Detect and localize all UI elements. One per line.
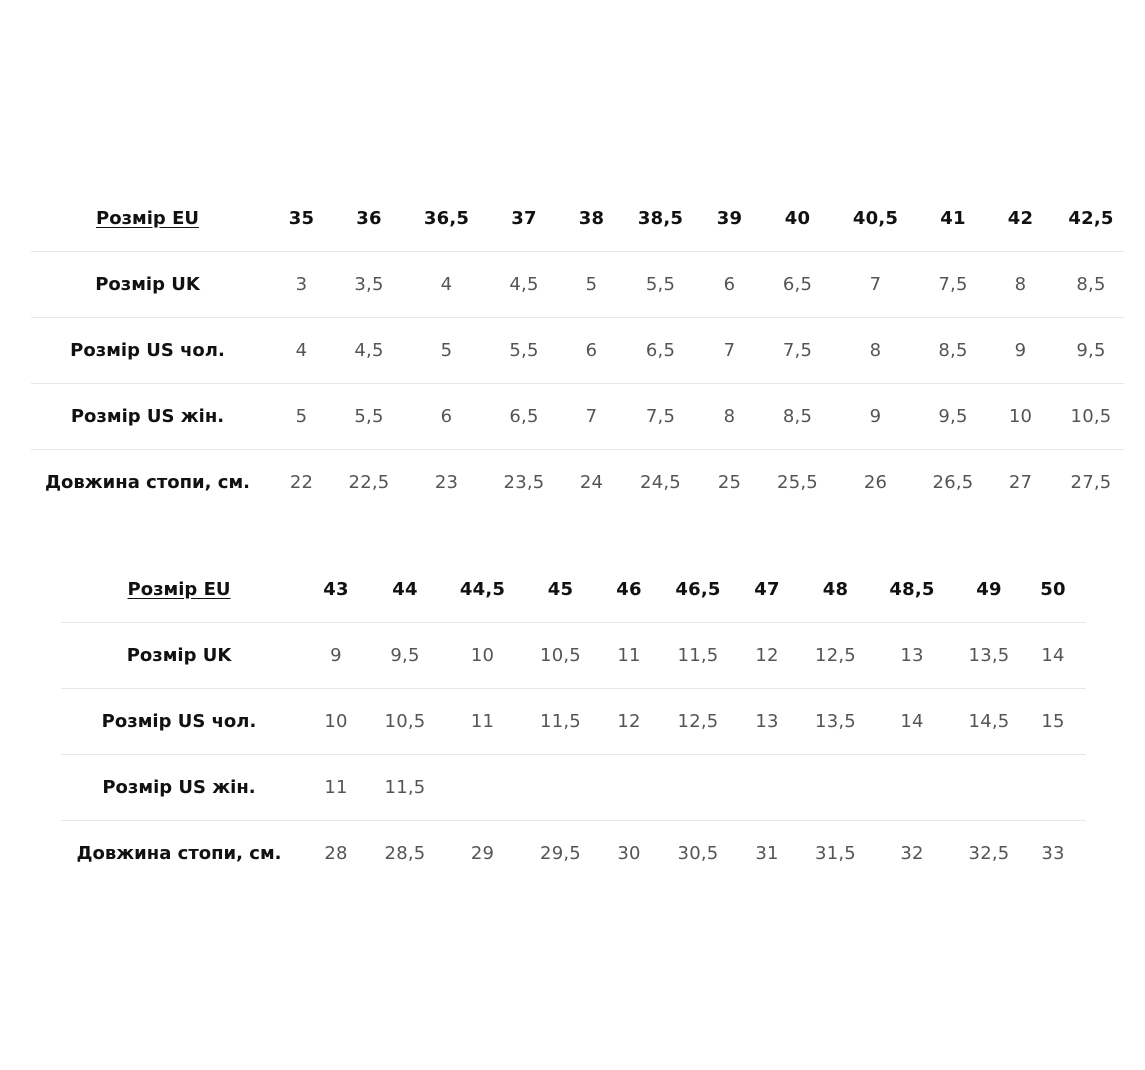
size-cell: 8,5 [1058, 252, 1124, 318]
row-label [31, 450, 264, 516]
size-cell: 44,5 [459, 579, 506, 600]
size-cell: 11,5 [375, 755, 435, 821]
size-cell: 24 [554, 450, 629, 516]
size-cell: 3 [264, 252, 339, 318]
size-cell: 48,5 [889, 579, 935, 600]
row-eu-size [61, 557, 1086, 623]
size-cell: 11 [435, 689, 530, 755]
size-cell: 9,5 [1058, 318, 1124, 384]
row-label-text: Розмір EU [127, 579, 231, 600]
size-cell: 5,5 [494, 318, 554, 384]
size-cell: 33 [1020, 821, 1086, 887]
size-cell [805, 755, 866, 821]
row-foot-length [61, 821, 1086, 887]
row-label [31, 252, 264, 318]
size-cell: 27 [983, 450, 1058, 516]
row-uk-size [31, 252, 1124, 318]
size-cell: 40 [784, 208, 811, 229]
size-cell: 37 [511, 208, 537, 229]
row-label-text: Розмір EU [96, 208, 199, 229]
size-cell: 14 [1020, 623, 1086, 689]
size-cell: 7 [828, 252, 923, 318]
size-cell: 9 [983, 318, 1058, 384]
size-cell: 13 [866, 623, 958, 689]
size-cell: 14 [866, 689, 958, 755]
size-cell: 41 [940, 208, 966, 229]
size-cell: 28 [297, 821, 375, 887]
size-cell: 7 [554, 384, 629, 450]
row-us-men-size [31, 318, 1124, 384]
size-cell: 30,5 [667, 821, 729, 887]
row-label-text: Розмір US жін. [70, 406, 225, 427]
size-cell: 29 [435, 821, 530, 887]
size-cell: 12,5 [667, 689, 729, 755]
size-cell: 31 [729, 821, 805, 887]
row-us-women-size [31, 384, 1124, 450]
size-cell: 4 [399, 252, 494, 318]
size-cell: 6,5 [767, 252, 828, 318]
row-us-women-size [61, 755, 1086, 821]
size-cell: 10,5 [1058, 384, 1124, 450]
size-cell: 45 [547, 579, 574, 600]
row-label [61, 557, 297, 623]
size-cell: 5 [399, 318, 494, 384]
size-cell: 13,5 [805, 689, 866, 755]
size-cell: 7 [692, 318, 767, 384]
size-cell: 10 [983, 384, 1058, 450]
size-cell [729, 755, 805, 821]
row-label-text: Розмір US чол. [70, 340, 225, 361]
row-label-text: Довжина стопи, см. [76, 843, 282, 864]
size-cell: 38 [578, 208, 605, 229]
row-label-text: Довжина стопи, см. [44, 472, 250, 493]
size-cell [866, 755, 958, 821]
size-cell: 24,5 [629, 450, 692, 516]
size-cell: 48 [822, 579, 849, 600]
size-table-eu-43-50 [61, 557, 1086, 886]
size-cell: 23 [399, 450, 494, 516]
size-cell: 11 [297, 755, 375, 821]
size-cell: 22,5 [339, 450, 399, 516]
size-cell: 9 [297, 623, 375, 689]
size-cell: 25,5 [767, 450, 828, 516]
size-cell: 26 [828, 450, 923, 516]
size-cell: 44 [392, 579, 418, 600]
size-cell: 6,5 [629, 318, 692, 384]
size-cell: 38,5 [637, 208, 684, 229]
size-cell: 10,5 [530, 623, 591, 689]
size-cell: 30 [591, 821, 667, 887]
size-cell: 43 [323, 579, 349, 600]
size-cell: 5,5 [629, 252, 692, 318]
size-cell: 46,5 [675, 579, 721, 600]
size-cell: 12,5 [805, 623, 866, 689]
size-cell: 5 [264, 384, 339, 450]
size-cell: 11 [591, 623, 667, 689]
size-cell: 4,5 [494, 252, 554, 318]
size-cell: 35 [288, 208, 315, 229]
row-foot-length [31, 450, 1124, 516]
row-label [61, 821, 297, 887]
size-cell [435, 755, 530, 821]
size-cell: 5 [554, 252, 629, 318]
size-cell: 42,5 [1068, 208, 1114, 229]
size-cell: 22 [264, 450, 339, 516]
size-cell [958, 755, 1020, 821]
size-cell: 6,5 [494, 384, 554, 450]
size-cell [530, 755, 591, 821]
size-cell: 15 [1020, 689, 1086, 755]
size-cell: 7,5 [923, 252, 983, 318]
size-cell: 27,5 [1058, 450, 1124, 516]
size-cell: 36,5 [423, 208, 470, 229]
size-cell: 4 [264, 318, 339, 384]
size-cell: 36 [356, 208, 382, 229]
row-label-text: Розмір UK [126, 645, 232, 666]
row-label [31, 186, 264, 252]
size-cell: 31,5 [805, 821, 866, 887]
size-cell: 13,5 [958, 623, 1020, 689]
size-cell: 12 [729, 623, 805, 689]
size-cell: 50 [1040, 579, 1066, 600]
size-cell: 7,5 [629, 384, 692, 450]
size-table-eu-35-42 [31, 186, 1124, 515]
size-cell: 32 [866, 821, 958, 887]
size-cell: 23,5 [494, 450, 554, 516]
size-cell: 32,5 [958, 821, 1020, 887]
size-cell: 7,5 [767, 318, 828, 384]
size-cell: 11,5 [667, 623, 729, 689]
size-cell: 12 [591, 689, 667, 755]
size-cell: 47 [754, 579, 780, 600]
size-cell: 46 [616, 579, 642, 600]
size-cell: 40,5 [852, 208, 899, 229]
size-cell: 25 [692, 450, 767, 516]
row-eu-size [31, 186, 1124, 252]
size-cell [1020, 755, 1086, 821]
size-cell [591, 755, 667, 821]
row-label [31, 318, 264, 384]
row-label-text: Розмір US жін. [102, 777, 256, 798]
row-uk-size [61, 623, 1086, 689]
size-cell: 11,5 [530, 689, 591, 755]
size-cell: 42 [1007, 208, 1034, 229]
size-cell: 9,5 [923, 384, 983, 450]
size-cell: 8 [983, 252, 1058, 318]
size-cell: 8,5 [767, 384, 828, 450]
size-cell: 5,5 [339, 384, 399, 450]
size-cell: 10,5 [375, 689, 435, 755]
size-cell: 29,5 [530, 821, 591, 887]
size-cell: 4,5 [339, 318, 399, 384]
size-cell: 6 [692, 252, 767, 318]
size-cell: 9,5 [375, 623, 435, 689]
size-cell: 6 [554, 318, 629, 384]
row-us-men-size [61, 689, 1086, 755]
row-label [61, 623, 297, 689]
size-cell: 28,5 [375, 821, 435, 887]
size-cell: 26,5 [923, 450, 983, 516]
size-cell: 39 [716, 208, 743, 229]
row-label [61, 755, 297, 821]
row-label-text: Розмір UK [95, 274, 200, 295]
size-cell: 9 [828, 384, 923, 450]
size-cell: 8,5 [923, 318, 983, 384]
size-cell: 10 [297, 689, 375, 755]
size-cell: 8 [828, 318, 923, 384]
size-cell: 6 [399, 384, 494, 450]
row-label [31, 384, 264, 450]
size-cell: 13 [729, 689, 805, 755]
size-cell: 10 [435, 623, 530, 689]
size-cell: 49 [976, 579, 1002, 600]
size-cell: 14,5 [958, 689, 1020, 755]
size-cell: 3,5 [339, 252, 399, 318]
row-label [61, 689, 297, 755]
size-cell [667, 755, 729, 821]
row-label-text: Розмір US чол. [101, 711, 257, 732]
size-cell: 8 [692, 384, 767, 450]
